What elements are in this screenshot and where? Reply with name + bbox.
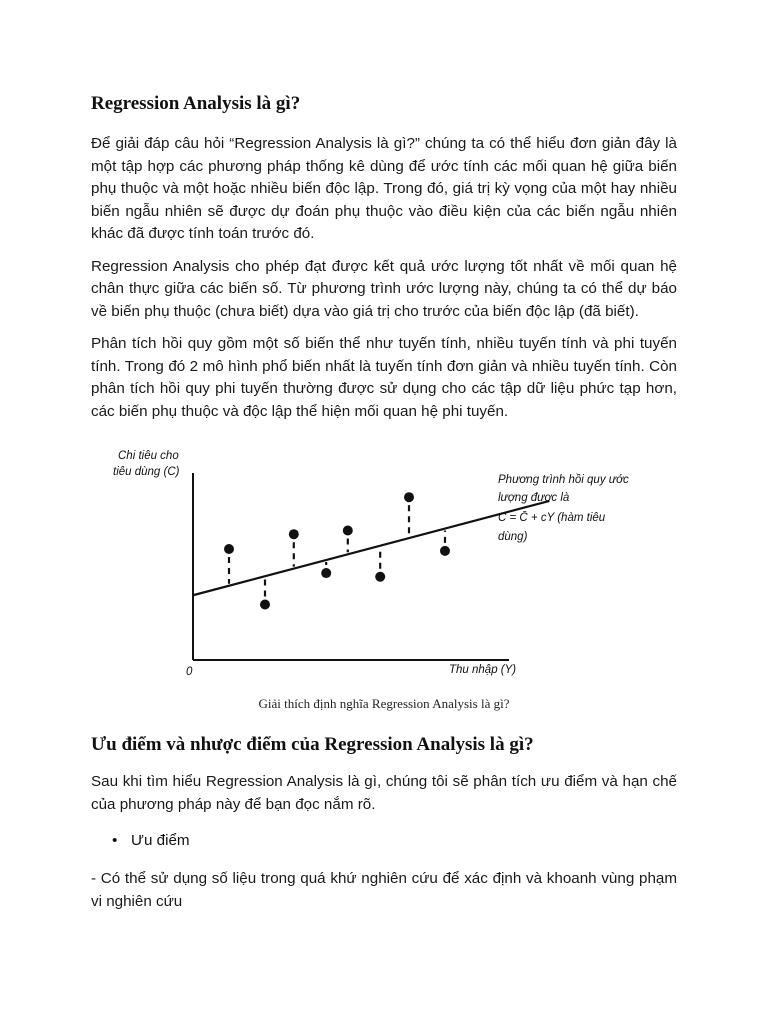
paragraph-definition: Để giải đáp câu hỏi “Regression Analysis là gì?” chúng ta có thể hiểu đơn giản đây là một tập hợp các phương pháp thống kê dùng để ước tính các mối quan hệ giữa biến phụ thuộc và một hoặc nhiều biến độc lập. Trong đó, giá trị kỳ vọng của một hay nhiều biến ngẫu nhiên sẽ được dự đoán phụ thuộc vào điều kiện của các biến ngẫu nhiên khác đã được tính toán trước đó. — [91, 135, 677, 242]
regression-label-line3: C = C̄ + cY (hàm tiêu — [498, 512, 606, 524]
section-heading-regression-analysis: Regression Analysis là gì? — [91, 93, 301, 114]
regression-figure — [91, 437, 677, 687]
regression-line — [193, 501, 549, 595]
regression-label-line4: dùng) — [498, 531, 528, 543]
origin-label: 0 — [186, 666, 193, 678]
regression-label-line1: Phương trình hồi quy ước — [498, 474, 629, 486]
data-point — [375, 572, 385, 582]
data-point — [404, 492, 414, 502]
paragraph-advantage-1: - Có thể sử dụng số liệu trong quá khứ nghiên cứu để xác định và khoanh vùng phạm vi nghiên cứu — [91, 870, 677, 910]
bullet-item-advantages — [112, 830, 677, 852]
y-axis-label-line1: Chi tiêu cho — [118, 450, 179, 462]
data-point — [224, 544, 234, 554]
bullet-item-label: Ưu điểm — [131, 832, 190, 849]
section-heading-pros-cons: Ưu điểm và nhược điểm của Regression Analysis là gì? — [91, 734, 534, 755]
data-point — [321, 568, 331, 578]
figure-caption: Giải thích định nghĩa Regression Analysis là gì? — [258, 696, 510, 711]
regression-chart — [91, 437, 677, 687]
paragraph-variants: Phân tích hồi quy gồm một số biến thể như tuyến tính, nhiều tuyến tính và phi tuyến tính. Trong đó 2 mô hình phổ biến nhất là tuyến tính đơn giản và nhiều tuyến tính. Còn phân tích hồi quy phi tuyến thường được sử dụng cho các tập dữ liệu phức tạp hơn, các biến phụ thuộc và độc lập thể hiện mối quan hệ phi tuyến. — [91, 335, 677, 420]
regression-label-line2: lượng được là — [498, 492, 570, 504]
y-axis-label-line2: tiêu dùng (C) — [113, 466, 180, 478]
data-point — [440, 546, 450, 556]
document-page — [91, 92, 677, 923]
bullet-dot-icon: • — [112, 832, 118, 849]
data-point — [289, 529, 299, 539]
paragraph-estimation: Regression Analysis cho phép đạt được kết quả ước lượng tốt nhất về mối quan hệ chân thực giữa các biến số. Từ phương trình ước lượng này, chúng ta có thể dự báo về biến phụ thuộc (chưa biết) dựa vào giá trị cho trước của biến độc lập (đã biết). — [91, 257, 677, 320]
data-point — [343, 526, 353, 536]
paragraph-intro-pros-cons: Sau khi tìm hiểu Regression Analysis là gì, chúng tôi sẽ phân tích ưu điểm và hạn chế của phương pháp này để bạn đọc nắm rõ. — [91, 773, 677, 813]
data-point — [260, 600, 270, 610]
x-axis-label: Thu nhập (Y) — [449, 664, 517, 676]
